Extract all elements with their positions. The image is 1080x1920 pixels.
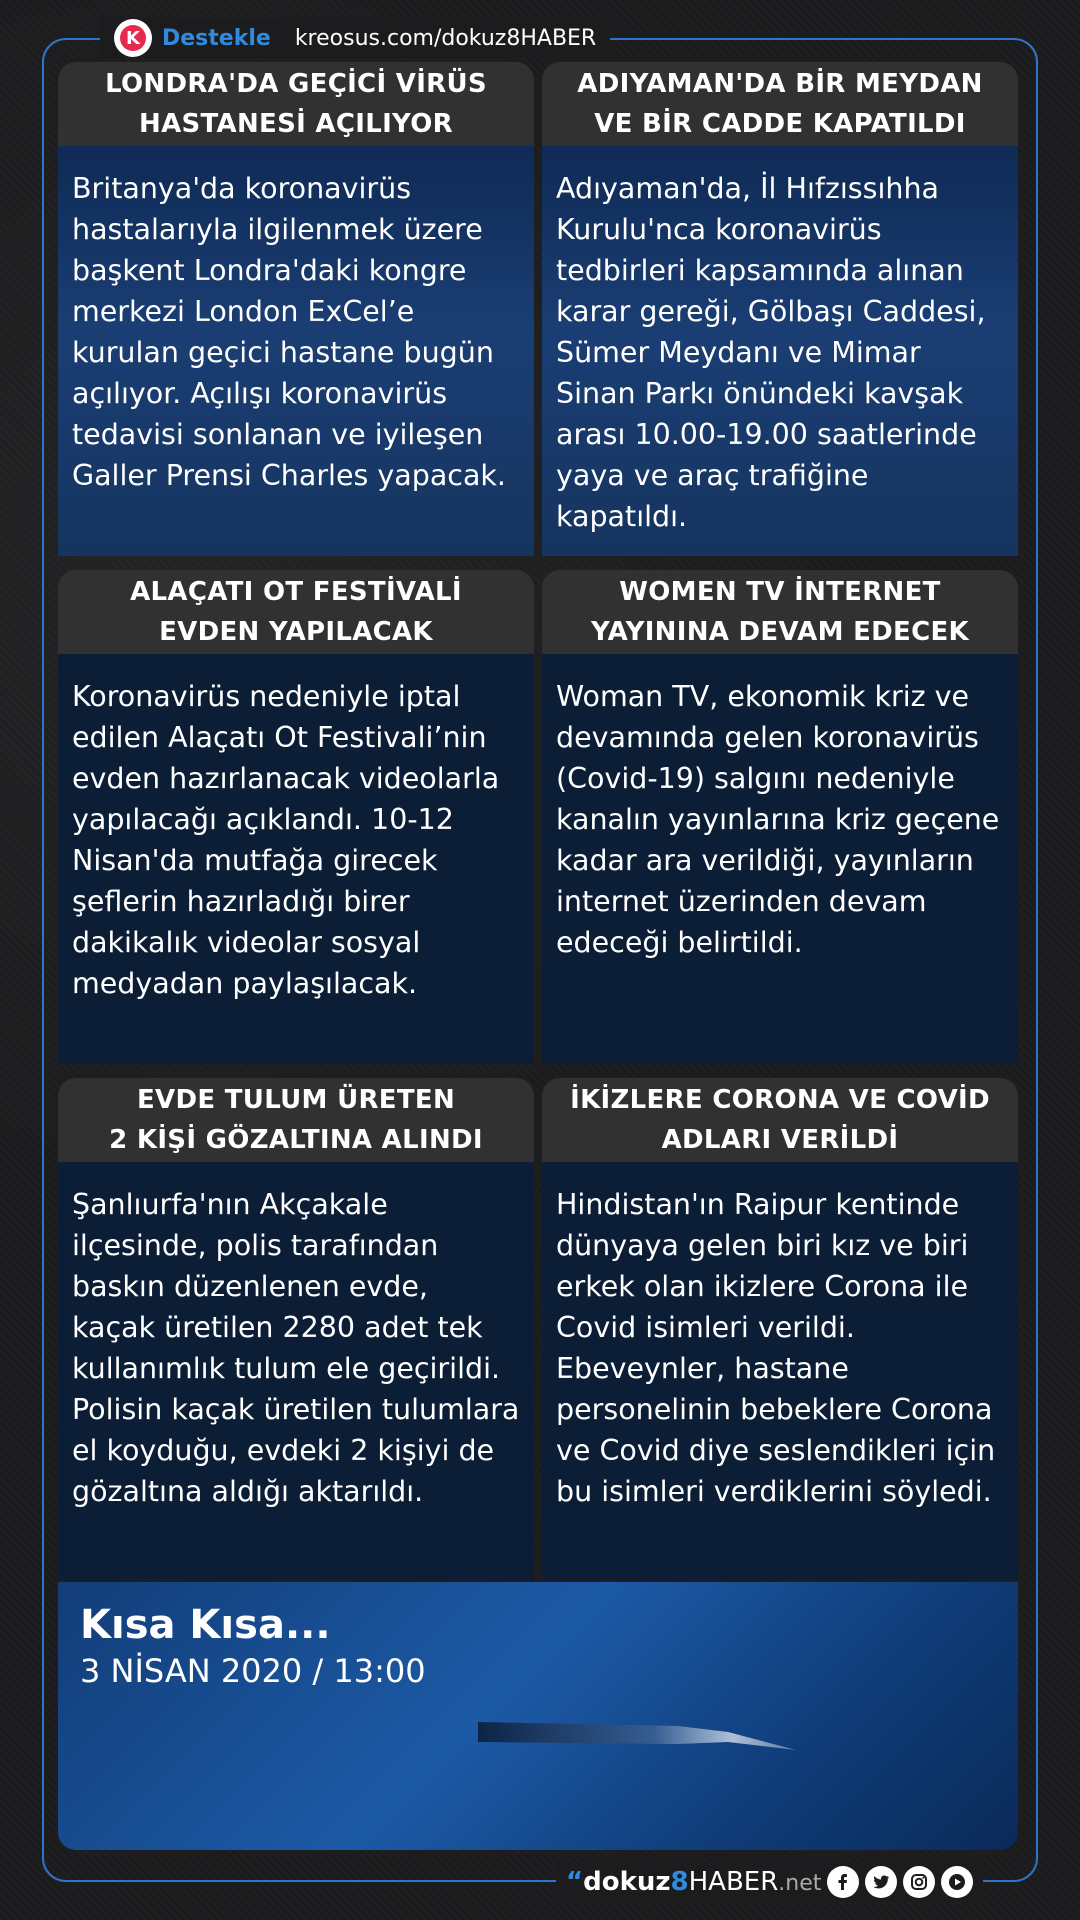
twitter-icon[interactable] bbox=[865, 1866, 897, 1898]
support-url[interactable]: kreosus.com/dokuz8HABER bbox=[294, 25, 597, 51]
fountain-pen-icon bbox=[478, 1712, 798, 1758]
news-body: Hindistan'ın Raipur kentinde dünyaya gelen biri kız ve biri erkek olan ikizlere Corona ile Covid isimleri verildi. Ebeveynler, hastane personelinin bebeklere Corona ve Covid diye seslendikleri için bu isimleri verdiklerini söyledi. bbox=[542, 1162, 1018, 1580]
news-card bbox=[58, 1078, 534, 1580]
news-title-line: WOMEN TV İNTERNET bbox=[619, 577, 941, 607]
news-body: Woman TV, ekonomik kriz ve devamında gelen koronavirüs (Covid-19) salgını nedeniyle kanalın yayınlarına kriz geçene kadar ara verildiği, yayınların internet üzerinden devam edeceği belirtildi. bbox=[542, 654, 1018, 1064]
news-title-line: İKİZLERE CORONA VE COVİD bbox=[570, 1085, 990, 1115]
footer-date: 3 NİSAN 2020 / 13:00 bbox=[80, 1652, 426, 1690]
news-title bbox=[58, 1078, 534, 1162]
news-title-line: EVDEN YAPILACAK bbox=[159, 617, 433, 647]
youtube-icon[interactable] bbox=[941, 1866, 973, 1898]
brand-name-part: dokuz bbox=[583, 1867, 671, 1897]
news-body: Koronavirüs nedeniyle iptal edilen Alaçatı Ot Festivali’nin evden hazırlanacak videolarla yapılacağı açıklandı. 10-12 Nisan'da mutfağa girecek şeflerin hazırladığı birer dakikalık videolar sosyal medyadan paylaşılacak. bbox=[58, 654, 534, 1064]
brand-name-part: .net bbox=[778, 1871, 822, 1896]
news-title-line: ALAÇATI OT FESTİVALİ bbox=[130, 577, 462, 607]
news-title-line: ADIYAMAN'DA BİR MEYDAN bbox=[577, 69, 983, 99]
kreosus-logo-icon: K bbox=[114, 19, 152, 57]
kreosus-support-bar[interactable] bbox=[100, 18, 610, 58]
footer-banner bbox=[58, 1582, 1018, 1850]
news-card bbox=[542, 62, 1018, 556]
news-body: Şanlıurfa'nın Akçakale ilçesinde, polis tarafından baskın düzenlenen evde, kaçak üretilen 2280 adet tek kullanımlık tulum ele geçirildi. Polisin kaçak üretilen tulumlara el koyduğu, evdeki 2 kişiyi de gözaltına aldığı aktarıldı. bbox=[58, 1162, 534, 1580]
news-title-line: LONDRA'DA GEÇİCİ VİRÜS bbox=[105, 69, 487, 99]
news-card bbox=[542, 1078, 1018, 1580]
news-title-line: 2 KİŞİ GÖZALTINA ALINDI bbox=[109, 1125, 483, 1155]
news-title-line: YAYININA DEVAM EDECEK bbox=[591, 617, 969, 647]
news-title bbox=[58, 62, 534, 146]
news-title bbox=[542, 570, 1018, 654]
support-label[interactable]: Destekle bbox=[162, 25, 271, 51]
news-body: Britanya'da koronavirüs hastalarıyla ilgilenmek üzere başkent Londra'daki kongre merkezi London ExCel’e kurulan geçici hastane bugün açılıyor. Açılışı koronavirüs tedavisi sonlanan ve iyileşen Galler Prensi Charles yapacak. bbox=[58, 146, 534, 556]
news-title bbox=[542, 1078, 1018, 1162]
news-title-line: EVDE TULUM ÜRETEN bbox=[136, 1085, 456, 1115]
brand-name-part: 8 bbox=[670, 1867, 689, 1897]
news-title bbox=[58, 570, 534, 654]
news-card bbox=[542, 570, 1018, 1064]
instagram-icon[interactable] bbox=[903, 1866, 935, 1898]
brand-logo[interactable] bbox=[566, 1867, 821, 1897]
news-title bbox=[542, 62, 1018, 146]
footer-title: Kısa Kısa... bbox=[80, 1602, 331, 1648]
news-title-line: ADLARI VERİLDİ bbox=[661, 1125, 899, 1155]
facebook-icon[interactable] bbox=[827, 1866, 859, 1898]
news-title-line: HASTANESİ AÇILIYOR bbox=[139, 109, 453, 139]
news-body: Adıyaman'da, İl Hıfzıssıhha Kurulu'nca koronavirüs tedbirleri kapsamında alınan karar gereği, Gölbaşı Caddesi, Sümer Meydanı ve Mimar Sinan Parkı önündeki kavşak arası 10.00-19.00 saatlerinde yaya ve araç trafiğine kapatıldı. bbox=[542, 146, 1018, 556]
brand-quote: “ bbox=[566, 1867, 584, 1897]
brand-bar bbox=[556, 1862, 983, 1902]
brand-name-part: HABER bbox=[688, 1867, 779, 1897]
news-card bbox=[58, 62, 534, 556]
news-card bbox=[58, 570, 534, 1064]
news-title-line: VE BİR CADDE KAPATILDI bbox=[594, 109, 966, 139]
